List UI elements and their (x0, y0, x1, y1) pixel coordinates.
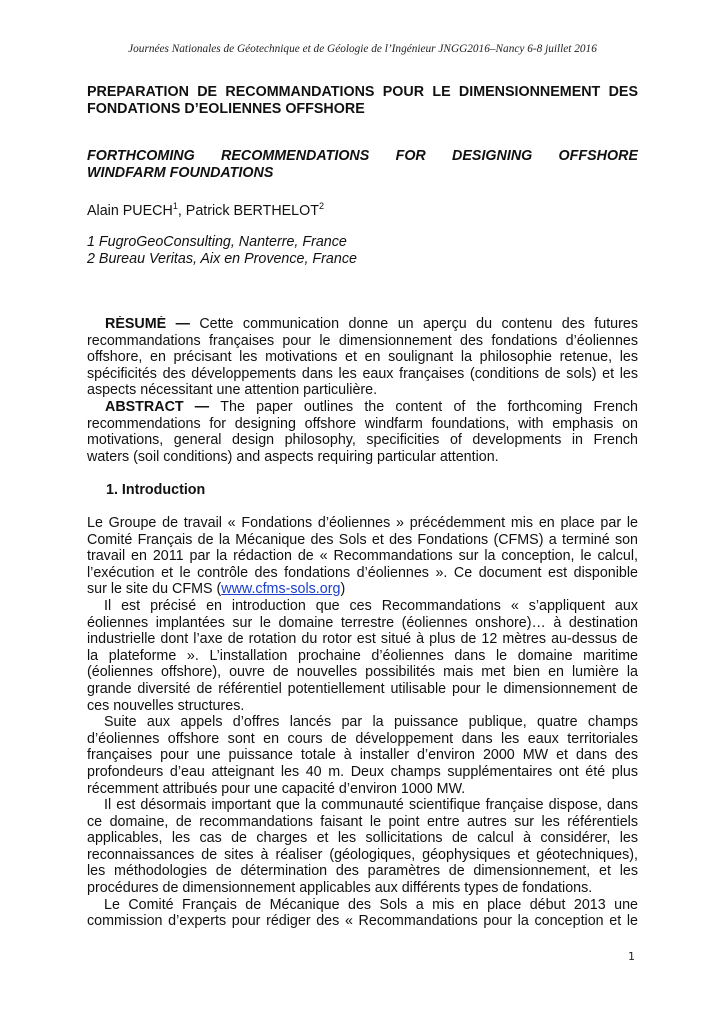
resume-text: aspects nécessitant une attention particulière. (87, 382, 378, 399)
resume-line (87, 333, 638, 350)
paragraph-line: récemment attribués pour une capacité d’environ 1000 MW. (87, 780, 466, 797)
paragraph-line: grande diversité de référentiel potentiellement utilisable pour le dimensionnement de (87, 680, 638, 697)
abstract-text: recommendations for designing offshore windfarm foundations, with emphasis on (87, 415, 638, 432)
paragraph-line: (éoliennes offshore), ouvre de nouvelles possibilités mais met bien en lumière la (87, 664, 638, 681)
paragraph-line: les méthodologies de détermination des paramètres de dimensionnement, et les (87, 863, 638, 880)
paragraph-line: commission d’experts pour rédiger des « Recommandations pour la conception et le (87, 913, 638, 930)
paper-subtitle (87, 148, 638, 181)
abstract-line (87, 416, 638, 433)
paragraph-line: Comité Français de la Mécanique des Sols et des Fondations (CFMS) a terminé son (87, 531, 638, 548)
paragraph-line: éoliennes implantées sur le domaine terrestre (éoliennes onshore)… à destination (87, 614, 638, 631)
running-header: Journées Nationales de Géotechnique et de Géologie de l’Ingénieur JNGG2016–Nancy 6-8 juillet 2016 (128, 43, 597, 55)
title-line: FONDATIONS D’EOLIENNES OFFSHORE (87, 100, 365, 117)
author-affiliation-mark: 2 (318, 201, 324, 211)
affiliations (87, 234, 638, 267)
abstract-label: ABSTRACT — (105, 398, 221, 415)
paragraph-line: françaises pour une puissance totale à installer d’environ 2000 MW et dans des (87, 747, 638, 764)
resume-text: spécificités des développements dans les eaux françaises (conditions de sols) et les (87, 365, 638, 382)
paragraph-line (87, 581, 638, 598)
subtitle-line: WINDFARM FOUNDATIONS (87, 164, 274, 181)
resume-label: RÉSUMÉ — (105, 316, 200, 332)
paragraph-line: profondeurs d’eau atteignant les 40 m. Deux champs supplémentaires ont été plus (87, 763, 638, 780)
paragraph-line: Il est précisé en introduction que ces Recommandations « s’appliquent aux (104, 597, 638, 614)
cfms-website-link[interactable]: www.cfms-sols.org (221, 581, 341, 598)
section-heading-introduction: 1. Introduction (106, 482, 206, 498)
paragraph-line: ces nouvelles structures. (87, 697, 245, 714)
paper-title (87, 84, 638, 117)
paragraph-line: ce domaine, de recommandations faisant le point entre autres sur les référentiels (87, 813, 638, 830)
affiliation: 1 FugroGeoConsulting, Nanterre, France (87, 234, 347, 250)
subtitle-line: FORTHCOMING RECOMMENDATIONS FOR DESIGNING OFFSHORE (87, 148, 638, 164)
title-line: PREPARATION DE RECOMMANDATIONS POUR LE DIMENSIONNEMENT DES (87, 84, 638, 100)
author-name: Alain PUECH (87, 203, 173, 219)
paragraph-line: Le Groupe de travail « Fondations d’éoliennes » précédemment mis en place par le (87, 515, 638, 531)
paragraph-line: Il est désormais important que la communauté scientifique française dispose, dans (104, 797, 638, 814)
abstract-text: motivations, general design philosophy, specificities of developments in French (87, 432, 638, 449)
abstract-text: The paper outlines the content of the forthcoming French (220, 398, 638, 415)
paragraph-line: d’éoliennes offshore sont en cours de développement dans les eaux territoriales (87, 730, 638, 747)
paragraph-line: applicables, les cas de charges et les sollicitations de calcul à considérer, les (87, 830, 638, 847)
link-suffix: ) (340, 581, 346, 598)
page-number: 1 (628, 950, 635, 963)
paragraph-line: l’exécution et le contrôle des fondations d’éoliennes ». Ce document est disponible (87, 564, 638, 581)
paragraph-line: reconnaissances de sites à réaliser (géologiques, géophysiques et géotechniques), (87, 846, 638, 863)
paragraph-line: procédures de dimensionnement applicables aux différents types de fondations. (87, 880, 593, 897)
abstract-line (87, 432, 638, 449)
abstract-section (87, 316, 638, 465)
authors (87, 203, 638, 220)
paragraph-line: la plateforme ». L’installation prochaine d’éoliennes dans le domaine maritime (87, 647, 638, 664)
paragraph-line: Suite aux appels d’offres lancés par la puissance publique, quatre champs (104, 714, 638, 731)
resume-line (87, 366, 638, 383)
abstract-text: waters (soil conditions) and aspects requiring particular attention. (87, 448, 499, 465)
resume-line (87, 382, 638, 399)
resume-line (87, 316, 638, 333)
affiliation: 2 Bureau Veritas, Aix en Provence, France (87, 250, 357, 267)
paragraph-line: industrielle dont l’axe de rotation du rotor est situé à plus de 12 mètres au-dessus de (87, 631, 638, 648)
resume-text: recommandations françaises pour le dimensionnement des fondations d’éoliennes (87, 332, 638, 349)
resume-text: offshore, en précisant les motivations et en soulignant la philosophie retenue, les (87, 349, 638, 366)
link-prefix: sur le site du CFMS ( (87, 581, 222, 598)
abstract-line (87, 449, 638, 466)
abstract-line (87, 399, 638, 416)
author-name: Patrick BERTHELOT (185, 203, 319, 219)
author-affiliation-mark: 1 (172, 201, 178, 211)
paragraph-line: travail en 2011 par la rédaction de « Recommandations sur la conception, le calcul, (87, 548, 638, 565)
author-separator: , (177, 203, 186, 219)
paragraph-line: Le Comité Français de Mécanique des Sols a mis en place début 2013 une (104, 896, 638, 913)
resume-text: Cette communication donne un aperçu du contenu des futures (199, 316, 638, 332)
introduction-body (87, 515, 638, 930)
resume-line (87, 349, 638, 366)
